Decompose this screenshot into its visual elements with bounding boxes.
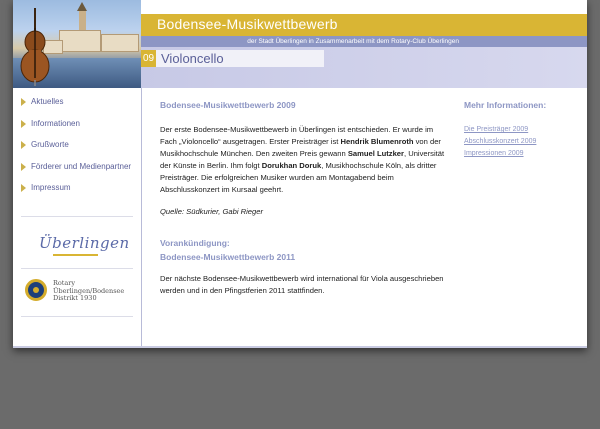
rotary-wheel-icon[interactable] (25, 279, 47, 301)
winner-name: Hendrik Blumenroth (340, 137, 414, 146)
sidebar-nav (21, 95, 131, 203)
winner-name: Samuel Lutzker (347, 149, 404, 158)
sidebar-item-label: Informationen (31, 118, 80, 128)
header-photo (13, 0, 141, 88)
arrow-icon (21, 120, 26, 128)
site-title: Bodensee-Musikwettbewerb (157, 16, 338, 32)
logo-underline (53, 254, 98, 256)
sidebar-item-label: Grußworte (31, 140, 69, 149)
sidebar-divider (21, 216, 133, 217)
rotary-logo-text[interactable]: Rotary Überlingen/Bodensee Distrikt 1930 (53, 279, 125, 302)
announcement-paragraph: Der nächste Bodensee-Musikwettbewerb wird international für Viola ausgeschrieben werden und in den Pfingstferien 2011 stattfinden. (160, 274, 444, 295)
footer-line (13, 346, 587, 348)
sidebar-item-informationen[interactable] (21, 117, 131, 139)
site-subtitle: der Stadt Überlingen in Zusammenarbeit mit dem Rotary-Club Überlingen (247, 38, 459, 45)
arrow-icon (21, 184, 26, 192)
sidebar-item-aktuelles[interactable] (21, 95, 131, 117)
section-title: Violoncello (156, 50, 324, 67)
sidebar-divider (21, 268, 133, 269)
sidebar (13, 88, 142, 348)
sidebar-item-label: Aktuelles (31, 97, 64, 106)
link-preistraeger-2009[interactable]: Die Preisträger 2009 (464, 126, 529, 133)
arrow-icon (21, 98, 26, 106)
announcement-heading: Bodensee-Musikwettbewerb 2011 (160, 252, 296, 262)
sidebar-item-label: Impressum (31, 183, 71, 192)
header (13, 0, 587, 88)
sidebar-item-label: Förderer und Medienpartner (31, 161, 132, 171)
title-bar (141, 14, 587, 36)
page-frame (13, 0, 587, 348)
source-credit: Quelle: Südkurier, Gabi Rieger (160, 207, 263, 216)
arrow-icon (21, 163, 26, 171)
announcement-label: Vorankündigung: (160, 238, 230, 248)
link-abschlusskonzert-2009[interactable]: Abschlusskonzert 2009 (464, 138, 537, 145)
sidebar-item-impressum[interactable] (21, 181, 131, 203)
info-heading: Mehr Informationen: (464, 100, 547, 110)
link-impressionen-2009[interactable]: Impressionen 2009 (464, 150, 524, 157)
sidebar-divider (21, 316, 133, 317)
cello-icon (15, 8, 55, 86)
main-content (160, 100, 450, 297)
section-number: 09 (141, 50, 156, 67)
sidebar-item-foerderer[interactable] (21, 160, 131, 182)
winner-name: Dorukhan Doruk (261, 161, 322, 170)
subtitle-bar (141, 36, 587, 47)
article-paragraph: Der erste Bodensee-Musikwettbewerb in Überlingen ist entschieden. Er wurde im Fach „Violoncello“ ausgetragen. Erster Preisträger ist Hendrik Blumenroth von der Musikhochschule München. Den zweiten Preis gewann Samuel Lutzker, Universität der Künste in Berlin. Ihm folgt Dorukhan Doruk, Musikhochschule Köln, als dritter Preisträger. Die erfolgreichen Musiker wurden am Montagabend beim Abschlusskonzert im Kursaal geehrt. (160, 125, 445, 194)
sidebar-item-grussworte[interactable] (21, 138, 131, 160)
info-panel (464, 100, 584, 160)
article-heading: Bodensee-Musikwettbewerb 2009 (160, 100, 296, 110)
ueberlingen-logo[interactable]: Überlingen (39, 234, 130, 252)
arrow-icon (21, 141, 26, 149)
